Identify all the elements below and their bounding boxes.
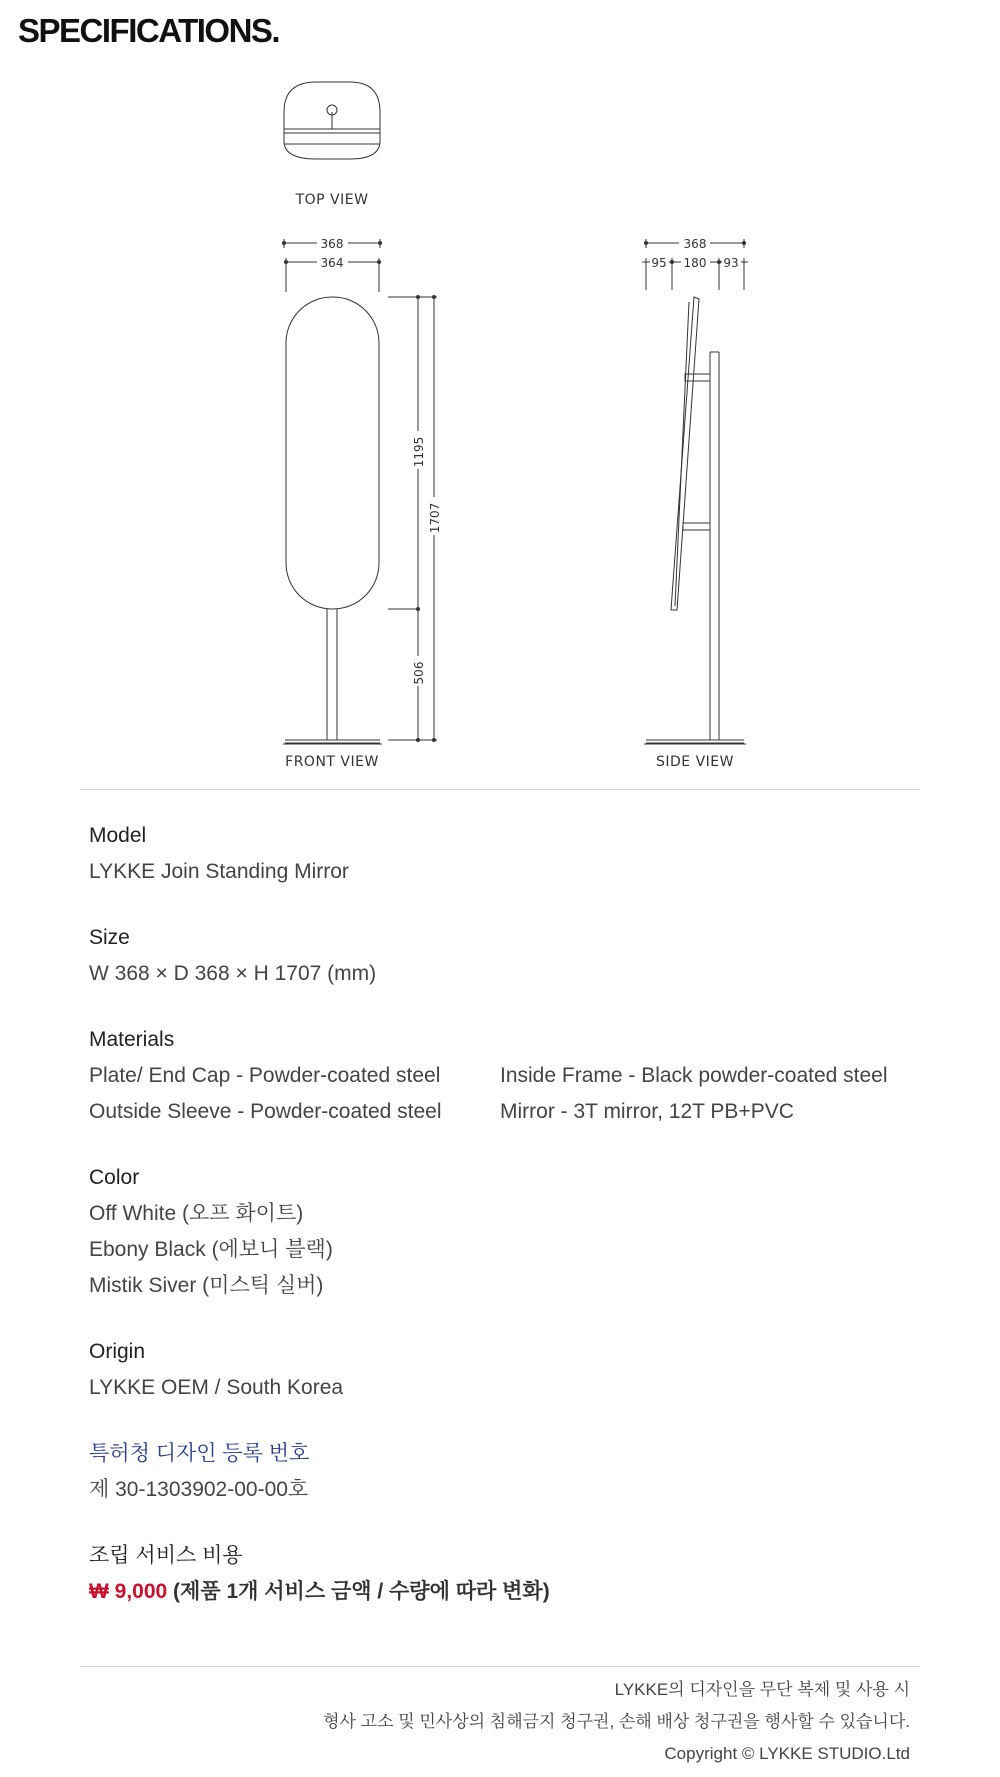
material-item: Mirror - 3T mirror, 12T PB+PVC <box>500 1100 794 1123</box>
dim-front-width-outer: 368 <box>320 237 344 251</box>
spec-size-value: W 368 × D 368 × H 1707 (mm) <box>89 962 377 985</box>
spec-color-label: Color <box>89 1166 140 1189</box>
material-item: Inside Frame - Black powder-coated steel <box>500 1064 888 1087</box>
spec-design-registration <box>89 1436 929 1508</box>
copyright-notice <box>323 1674 910 1770</box>
assembly-service-label: 조립 서비스 비용 <box>89 1544 243 1567</box>
color-option: Off White (오프 화이트) <box>89 1202 304 1225</box>
side-view-drawing <box>644 297 746 744</box>
assembly-price-note: (제품 1개 서비스 금액 / 수량에 따라 변화) <box>167 1580 550 1603</box>
dim-side-d3: 93 <box>723 256 739 270</box>
dim-side-depth: 368 <box>683 237 707 251</box>
page-title: SPECIFICATIONS. <box>18 12 280 49</box>
assembly-price: ₩ 9,000 <box>89 1580 168 1603</box>
top-view-drawing <box>284 82 380 159</box>
side-view-label: SIDE VIEW <box>656 754 734 770</box>
divider-bottom <box>80 1666 920 1667</box>
dim-front-width-inner: 364 <box>320 256 344 270</box>
front-view-label: FRONT VIEW <box>285 754 379 770</box>
spec-color <box>89 1160 929 1304</box>
spec-model-label: Model <box>89 824 147 847</box>
spec-model <box>89 818 929 890</box>
divider-top <box>80 789 920 790</box>
technical-drawing <box>0 60 1000 780</box>
design-registration-label: 특허청 디자인 등록 번호 <box>89 1442 310 1465</box>
material-item: Outside Sleeve - Powder-coated steel <box>89 1100 442 1123</box>
spec-origin-value: LYKKE OEM / South Korea <box>89 1376 344 1399</box>
spec-size <box>89 920 929 992</box>
front-view-drawing <box>283 297 382 744</box>
spec-origin-label: Origin <box>89 1340 146 1363</box>
spec-list <box>89 818 929 1640</box>
footer-line: LYKKE의 디자인을 무단 복제 및 사용 시 <box>614 1680 910 1699</box>
spec-materials <box>89 1022 929 1130</box>
dim-mirror-height: 1195 <box>412 436 426 468</box>
spec-model-value: LYKKE Join Standing Mirror <box>89 860 349 883</box>
dim-side-d1: 95 <box>651 256 667 270</box>
dim-stand-height: 506 <box>412 661 426 685</box>
spec-origin <box>89 1334 929 1406</box>
dim-total-height: 1707 <box>428 502 442 534</box>
color-option: Mistik Siver (미스틱 실버) <box>89 1274 324 1297</box>
copyright-text: Copyright © LYKKE STUDIO.Ltd <box>664 1744 910 1763</box>
top-view-label: TOP VIEW <box>295 192 369 208</box>
material-item: Plate/ End Cap - Powder-coated steel <box>89 1064 441 1087</box>
color-option: Ebony Black (에보니 블랙) <box>89 1238 333 1261</box>
spec-assembly-service <box>89 1538 929 1610</box>
design-registration-value: 제 30-1303902-00-00호 <box>89 1478 309 1501</box>
footer-line: 형사 고소 및 민사상의 침해금지 청구권, 손해 배상 청구권을 행사할 수 있습니다. <box>323 1712 910 1731</box>
spec-size-label: Size <box>89 926 130 949</box>
spec-materials-label: Materials <box>89 1028 175 1051</box>
dim-side-d2: 180 <box>683 256 707 270</box>
